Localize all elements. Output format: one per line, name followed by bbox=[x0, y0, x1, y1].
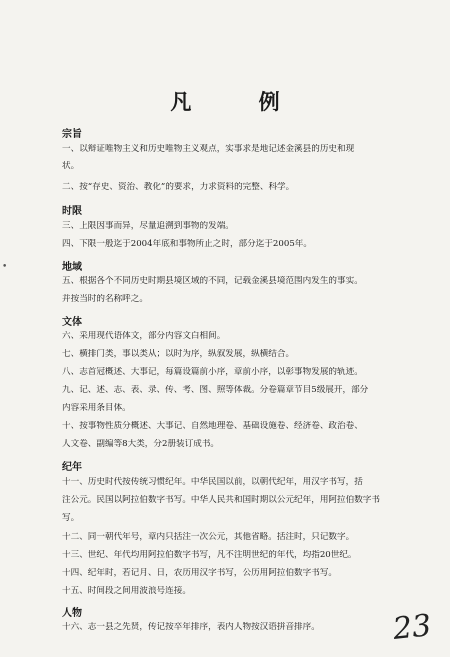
section-heading-people: 人物 bbox=[62, 608, 82, 619]
paragraph-line: 九、记、述、志、表、录、传、考、图、照等体裁。分卷篇章节目5级展开，部分 bbox=[62, 385, 369, 395]
paragraph-line: 十、按事物性质分概述、大事记、自然地理卷、基础设施卷、经济卷、政治卷、 bbox=[62, 421, 363, 431]
paragraph-line: 七、横排门类，事以类从；以时为序，纵叙发展，纵横结合。 bbox=[62, 349, 295, 359]
paragraph-line: 人文卷、副编等8大类，分2册装订成书。 bbox=[62, 439, 220, 449]
section-heading-style: 文体 bbox=[62, 317, 82, 328]
paragraph-line: 十二、同一朝代年号，章内只括注一次公元，其他省略。括注时，只记数字。 bbox=[62, 532, 355, 542]
paragraph-line: 二、按“存史、资治、教化”的要求，力求资料的完整、科学。 bbox=[62, 182, 295, 192]
margin-mark: • bbox=[2, 262, 8, 272]
paragraph-line: 状。 bbox=[62, 161, 80, 171]
paragraph-line: 十一、历史时代按传统习惯纪年。中华民国以前，以朝代纪年，用汉字书写，括 bbox=[62, 477, 363, 487]
section-heading-time-limit: 时限 bbox=[62, 206, 82, 217]
page-number: 23 bbox=[391, 608, 433, 647]
paragraph-line: 并按当时的名称呼之。 bbox=[62, 294, 148, 304]
paragraph-line: 十三、世纪、年代均用阿拉伯数字书写，凡不注明世纪的年代，均指20世纪。 bbox=[62, 550, 357, 560]
paragraph-line: 三、上限因事而异，尽量追溯到事物的发端。 bbox=[62, 221, 234, 231]
paragraph-line: 注公元。民国以阿拉伯数字书写。中华人民共和国时期以公元纪年，用阿拉伯数字书 bbox=[62, 495, 380, 505]
section-heading-region: 地域 bbox=[62, 262, 82, 273]
paragraph-line: 八、志首冠概述、大事记，每篇设篇前小序，章前小序，以彰事物发展的轨迹。 bbox=[62, 367, 363, 377]
paragraph-line: 五、根据各个不同历史时期县境区域的不同，记载金溪县境范围内发生的事实。 bbox=[62, 276, 363, 286]
paragraph-line: 十五、时间段之间用波浪号连接。 bbox=[62, 586, 191, 596]
paragraph-line: 一、以辩证唯物主义和历史唯物主义观点，实事求是地记述金溪县的历史和现 bbox=[62, 144, 355, 154]
paragraph-line: 十四、纪年时，若记月、日，农历用汉字书写，公历用阿拉伯数字书写。 bbox=[62, 568, 338, 578]
section-heading-purpose: 宗旨 bbox=[62, 129, 82, 140]
paragraph-line: 十六、志一县之先贤，传记按卒年排序，表内人物按汉语拼音排序。 bbox=[62, 622, 320, 632]
paragraph-line: 内容采用条目体。 bbox=[62, 403, 131, 413]
paragraph-line: 写。 bbox=[62, 513, 80, 523]
paragraph-line: 六、采用现代语体文，部分内容文白相间。 bbox=[62, 331, 226, 341]
paragraph-line: 四、下限一般迄于2004年底和事物所止之时，部分迄于2005年。 bbox=[62, 239, 312, 249]
section-heading-chronology: 纪年 bbox=[62, 462, 82, 473]
page-title: 凡 例 bbox=[170, 90, 310, 114]
